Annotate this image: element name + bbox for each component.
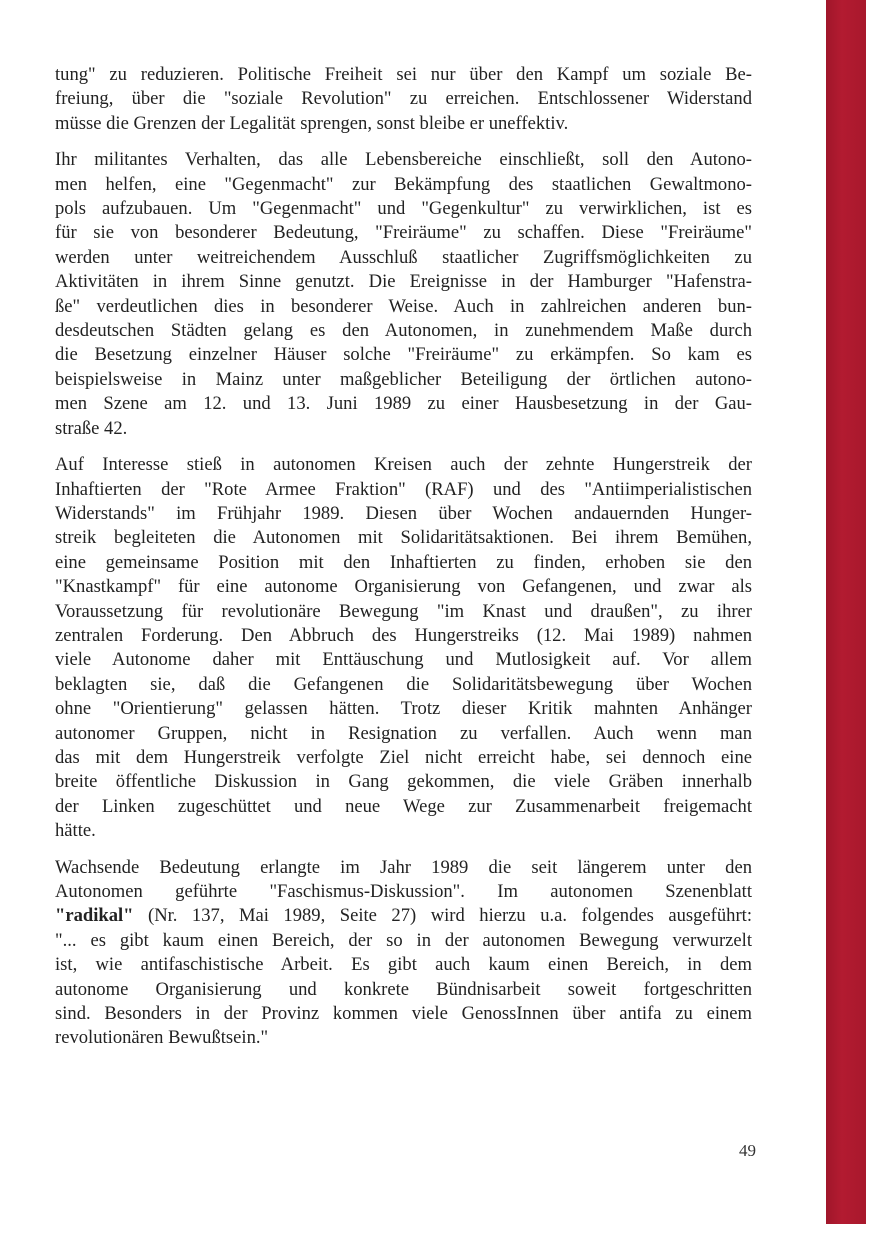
text-line: müsse die Grenzen der Legalität sprengen, sonst bleibe er uneffektiv. xyxy=(55,112,569,134)
text-line: Widerstands" im Frühjahr 1989. Diesen über Wochen andauernden Hunger- xyxy=(55,502,752,524)
text-line: werden unter weitreichendem Ausschluß staatlicher Zugriffsmöglichkeiten zu xyxy=(55,246,752,268)
text-line: freiung, über die "soziale Revolution" zu erreichen. Entschlossener Widerstand xyxy=(55,88,752,110)
paragraph-1 xyxy=(55,63,752,136)
text-line: beklagten sie, daß die Gefangenen die Solidaritätsbewegung über Wochen xyxy=(55,673,752,695)
page-number: 49 xyxy=(739,1141,756,1160)
text-line: desdeutschen Städten gelang es den Autonomen, in zunehmendem Maße durch xyxy=(55,320,752,342)
text-line: Ihr militantes Verhalten, das alle Lebensbereiche einschließt, soll den Autono- xyxy=(55,149,752,171)
text-line: Voraussetzung für revolutionäre Bewegung "im Knast und draußen", zu ihrer xyxy=(55,600,752,622)
publication-title: "radikal" xyxy=(55,905,134,927)
text-line: ohne "Orientierung" gelassen hätten. Trotz dieser Kritik mahnten Anhänger xyxy=(55,698,752,720)
text-line: hätte. xyxy=(55,820,96,842)
text-line: eine gemeinsame Position mit den Inhaftierten zu finden, erhoben sie den xyxy=(55,551,752,573)
text-line: "Knastkampf" für eine autonome Organisierung von Gefangenen, und zwar als xyxy=(55,576,752,598)
text-line: men helfen, eine "Gegenmacht" zur Bekämpfung des staatlichen Gewaltmono- xyxy=(55,173,752,195)
publication-citation: (Nr. 137, Mai 1989, Seite 27) wird hierzu u.a. folgendes ausgeführt: xyxy=(133,905,752,927)
paragraph-3 xyxy=(55,453,752,844)
text-line: breite öffentliche Diskussion in Gang gekommen, die viele Gräben innerhalb xyxy=(55,771,752,793)
text-line: Wachsende Bedeutung erlangte im Jahr 1989 die seit längerem unter den xyxy=(55,856,752,878)
text-line: beispielsweise in Mainz unter maßgeblicher Beteiligung der örtlichen autono- xyxy=(55,368,752,390)
body-text xyxy=(55,63,752,1063)
text-line: für sie von besonderer Bedeutung, "Freiräume" zu schaffen. Diese "Freiräume" xyxy=(55,222,752,244)
paragraph-2 xyxy=(55,148,752,441)
text-line: der Linken zugeschüttet und neue Wege zur Zusammenarbeit freigemacht xyxy=(55,795,752,817)
quote-line: autonome Organisierung und konkrete Bündnisarbeit soweit fortgeschritten xyxy=(55,978,752,1000)
quote-line: ist, wie antifaschistische Arbeit. Es gibt auch kaum einen Bereich, in dem xyxy=(55,954,752,976)
text-line: Aktivitäten in ihrem Sinne genutzt. Die Ereignisse in der Hamburger "Hafenstra- xyxy=(55,271,752,293)
paragraph-4 xyxy=(55,856,752,1051)
text-line-with-title xyxy=(55,904,752,928)
text-line: straße 42. xyxy=(55,417,128,439)
text-line: Inhaftierten der "Rote Armee Fraktion" (RAF) und des "Antiimperialistischen xyxy=(55,478,752,500)
quote-line: revolutionären Bewußtsein." xyxy=(55,1027,269,1049)
text-line: Autonomen geführte "Faschismus-Diskussion". Im autonomen Szenenblatt xyxy=(55,881,752,902)
text-line: streik begleiteten die Autonomen mit Solidaritätsaktionen. Bei ihrem Bemühen, xyxy=(55,527,752,549)
quote-line: sind. Besonders in der Provinz kommen viele GenossInnen über antifa zu einem xyxy=(55,1003,752,1025)
text-line: die Besetzung einzelner Häuser solche "Freiräume" zu erkämpfen. So kam es xyxy=(55,344,752,366)
text-line: viele Autonome daher mit Enttäuschung und Mutlosigkeit auf. Vor allem xyxy=(55,649,752,671)
text-line: Auf Interesse stieß in autonomen Kreisen auch der zehnte Hungerstreik der xyxy=(55,454,752,476)
text-line: autonomer Gruppen, nicht in Resignation zu verfallen. Auch wenn man xyxy=(55,722,752,744)
red-edge-bar xyxy=(826,0,866,1224)
text-line: pols aufzubauen. Um "Gegenmacht" und "Gegenkultur" zu verwirklichen, ist es xyxy=(55,198,752,220)
text-line: ße" verdeutlichen dies in besonderer Weise. Auch in zahlreichen anderen bun- xyxy=(55,295,752,317)
text-line: men Szene am 12. und 13. Juni 1989 zu einer Hausbesetzung in der Gau- xyxy=(55,393,752,415)
quote-line: "... es gibt kaum einen Bereich, der so in der autonomen Bewegung verwurzelt xyxy=(55,929,752,951)
text-line: zentralen Forderung. Den Abbruch des Hungerstreiks (12. Mai 1989) nahmen xyxy=(55,624,752,646)
text-line: tung" zu reduzieren. Politische Freiheit sei nur über den Kampf um soziale Be- xyxy=(55,64,752,85)
text-line: das mit dem Hungerstreik verfolgte Ziel nicht erreicht habe, sei dennoch eine xyxy=(55,746,752,768)
